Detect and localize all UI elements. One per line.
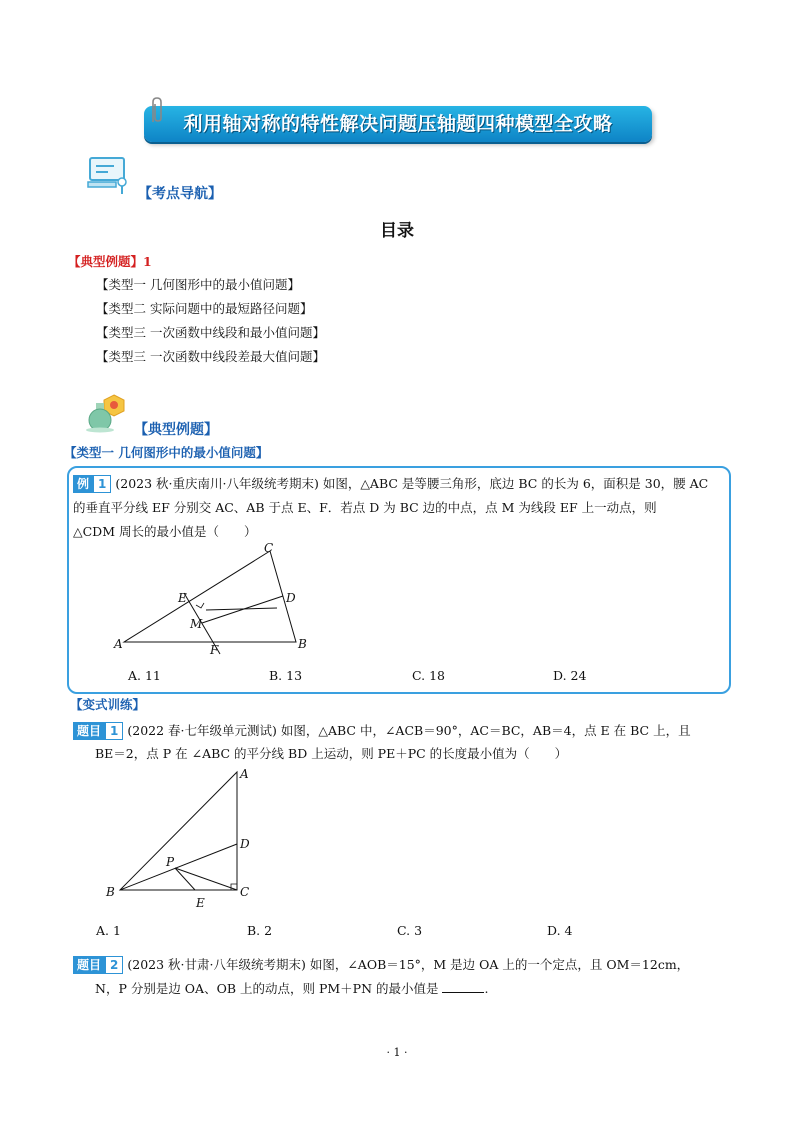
toc-item[interactable]: 【类型三 一次函数中线段差最大值问题】 [96, 349, 325, 364]
example-tag: 例 [73, 475, 93, 493]
option[interactable]: D. 4 [547, 923, 573, 938]
answer-blank[interactable] [442, 980, 484, 993]
option[interactable]: B. 13 [269, 668, 303, 683]
toc-title: 目录 [380, 221, 414, 241]
option[interactable]: B. 2 [247, 923, 273, 938]
example-text: 的垂直平分线 EF 分别交 AC、AB 于点 E、F．若点 D 为 BC 边的中点，点 M 为线段 EF 上一动点，则 [73, 500, 657, 515]
label-A: A [114, 637, 123, 651]
triangle-figure-2 [100, 764, 270, 914]
variant-heading: 【变式训练】 [70, 697, 146, 712]
example-text: (2023 秋·重庆南川·八年级统考期末) 如图，△ABC 是等腰三角形，底边 BC 的长为 6，面积是 30，腰 AC [115, 476, 709, 491]
question-text: (2022 春·七年级单元测试) 如图，△ABC 中，∠ACB＝90°，AC＝BC，AB＝4，点 E 在 BC 上，且 [127, 723, 691, 738]
example-number: 1 [93, 475, 111, 493]
example-text: △CDM 周长的最小值是（ ） [73, 524, 257, 539]
label-D: D [240, 837, 250, 851]
question-text [95, 977, 488, 1001]
question-number: 1 [105, 722, 123, 740]
option[interactable]: C. 18 [412, 668, 445, 683]
toc-head[interactable]: 【典型例题】1 [68, 254, 152, 269]
label-P: P [166, 855, 175, 869]
flask-icon [84, 393, 130, 433]
question-tag: 题目 [73, 956, 105, 974]
page-number: · 1 · [386, 1046, 408, 1059]
label-E: E [196, 896, 205, 910]
title-banner [144, 106, 652, 142]
toc-item[interactable]: 【类型三 一次函数中线段和最小值问题】 [96, 325, 325, 340]
question-text: (2023 秋·甘肃·八年级统考期末) 如图，∠AOB＝15°，M 是边 OA 上的一个定点，且 OM＝12cm， [127, 957, 690, 972]
question-text-end: . [484, 981, 489, 996]
toc-item[interactable]: 【类型二 实际问题中的最短路径问题】 [96, 301, 313, 316]
label-E: E [178, 591, 187, 605]
label-D: D [286, 591, 296, 605]
type-heading: 【类型一 几何图形中的最小值问题】 [64, 445, 269, 460]
label-F: F [210, 643, 219, 657]
page-title: 利用轴对称的特性解决问题压轴题四种模型全攻略 [183, 113, 613, 135]
example-line [73, 472, 708, 496]
label-A: A [240, 767, 249, 781]
section-heading: 【典型例题】 [134, 422, 218, 438]
label-M: M [190, 617, 203, 631]
question-line [73, 719, 691, 743]
label-B: B [298, 637, 307, 651]
label-C: C [240, 885, 250, 899]
triangle-figure-1 [110, 540, 320, 658]
question-line [73, 953, 689, 977]
toc-item[interactable]: 【类型一 几何图形中的最小值问题】 [96, 277, 300, 292]
option[interactable]: D. 24 [553, 668, 587, 683]
option[interactable]: C. 3 [397, 923, 423, 938]
whiteboard-icon [84, 156, 132, 196]
question-number: 2 [105, 956, 123, 974]
paperclip-icon [147, 96, 167, 126]
label-B: B [106, 885, 115, 899]
question-text: BE＝2，点 P 在 ∠ABC 的平分线 BD 上运动，则 PE＋PC 的长度最小值为（ ） [95, 746, 568, 761]
option[interactable]: A. 11 [128, 668, 161, 683]
label-C: C [264, 541, 274, 555]
question-tag: 题目 [73, 722, 105, 740]
nav-heading: 【考点导航】 [138, 186, 222, 202]
question-text-part: N，P 分别是边 OA、OB 上的动点，则 PM＋PN 的最小值是 [95, 981, 439, 996]
option[interactable]: A. 1 [96, 923, 121, 938]
